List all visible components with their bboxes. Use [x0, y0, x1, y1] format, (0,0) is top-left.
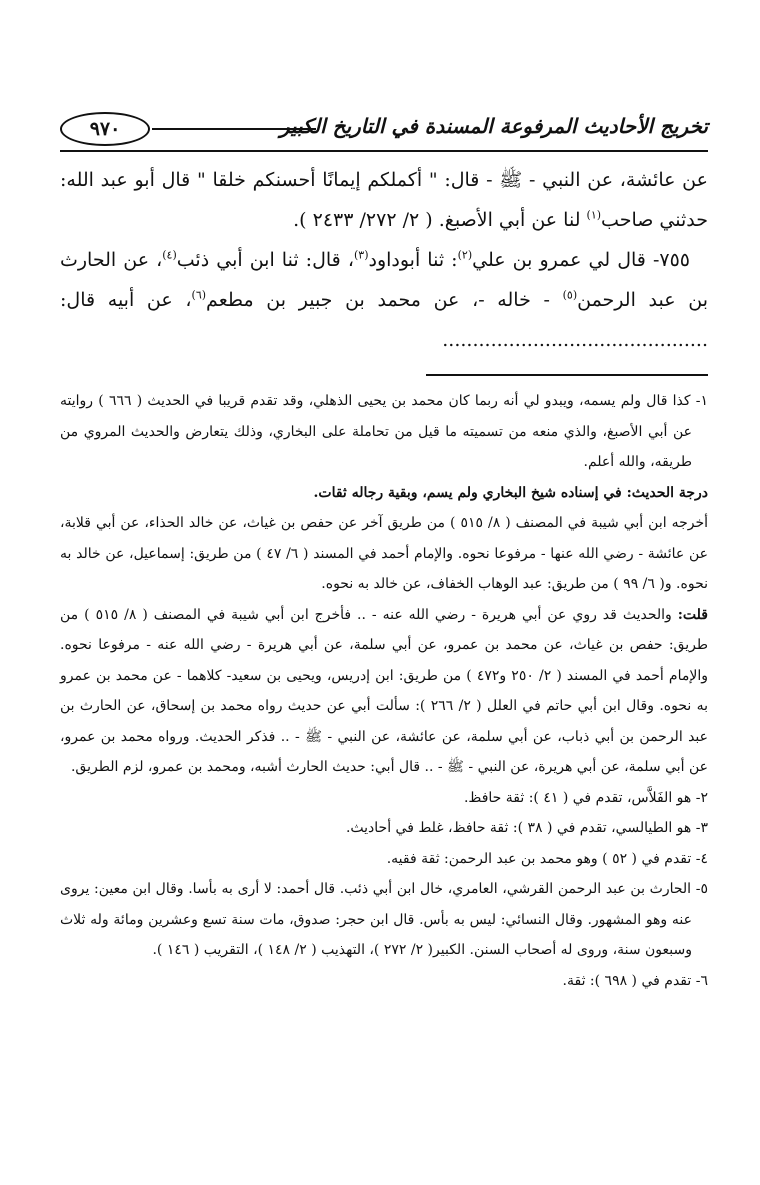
footnote-ref-5[interactable]: (٥)	[562, 288, 578, 302]
footnote-ref-2[interactable]: (٢)	[457, 248, 473, 262]
footnote-ref-3[interactable]: (٣)	[353, 248, 369, 262]
page-number-badge: ٩٧٠	[60, 112, 150, 146]
main-text	[60, 160, 708, 360]
footnote-ref-6[interactable]: (٦)	[191, 288, 207, 302]
footnote-5: ٥- الحارث بن عبد الرحمن القرشي، العامري، خال ابن أبي ذئب. قال أحمد: لا أرى به بأسا. وقال ابن معين: يروى عنه وهو المشهور. وقال النسائي: ليس به بأس. قال ابن حجر: صدوق، مات سنة تسع وعشرين ومائة وله ثلاث وسبعون سنة، وروى له أصحاب السنن. الكبير( ٢/ ٢٧٢ )، التهذيب ( ٢/ ١٤٨ )، التقريب ( ١٤٦ ).	[60, 881, 708, 958]
footnote-divider	[426, 374, 708, 376]
footnote-4: ٤- تقدم في ( ٥٢ ) وهو محمد بن عبد الرحمن: ثقة فقيه.	[386, 850, 708, 867]
book-page	[60, 110, 708, 996]
takhrij-paragraph: أخرجه ابن أبي شيبة في المصنف ( ٨/ ٥١٥ ) من طريق آخر عن حفص بن غياث، عن خالد الحذاء، عن أبي قلابة، عن عائشة - رضي الله عنها - مرفوعا نحوه. والإمام أحمد في المسند ( ٦/ ٤٧ ) من طريق: إسماعيل، عن خالد به نحوه. و( ٦/ ٩٩ ) من طريق: عبد الوهاب الخفاف، عن خالد به نحوه.	[60, 515, 709, 592]
footnote-ref-1[interactable]: (١)	[586, 208, 602, 222]
hadith-755-paragraph: ٧٥٥- قال لي عمرو بن علي$^{(٢)}$: ثنا أبوداود$^{(٣)}$، قال: ثنا ابن أبي ذئب$^{(٤)}$، عن الحارث بن عبد الرحمن$^{(٥)}$ - خاله -، عن محمد بن جبير بن مطعم$^{(٦)}$، عن أبيه قال: ............................................	[60, 248, 708, 351]
footnote-1: ١- كذا قال ولم يسمه، ويبدو لي أنه ربما كان محمد بن يحيى الذهلي، وقد تقدم قريبا في الحديث ( ٦٦٦ ) روايته عن أبي الأصبغ، والذي منعه من تسميته ما قيل من تحاملة على البخاري، وذلك يتعارض والحديث المروي من طريقه، والله أعلم.	[60, 393, 708, 470]
author-comment: قلت: والحديث قد روي عن أبي هريرة - رضي الله عنه - .. فأخرج ابن أبي شيبة في المصنف ( ٨/ ٥١٥ ) من طريق: حفص بن غياث، عن محمد بن عمرو، عن أبي سلمة، عن أبي هريرة - رضي الله عنه - مرفوعا نحوه. والإمام أحمد في المسند ( ٢/ ٢٥٠ و٤٧٢ ) من طريق: ابن إدريس، ويحيى بن سعيد- كلاهما - عن محمد بن عمرو به نحوه. وقال ابن أبي حاتم في العلل ( ٢/ ٢٦٦ ): سألت أبي عن حديث رواه محمد بن إسحاق، عن الحارث بن عبد الرحمن بن أبي ذباب، عن أبي سلمة، عن عائشة، عن النبي - ﷺ - .. فذكر الحديث. ورواه محمد بن عمرو، عن أبي سلمة، عن أبي هريرة، عن النبي - ﷺ - .. قال أبي: حديث الحارث أشبه، ومحمد بن عمرو، لزم الطريق.	[60, 606, 709, 775]
footnote-ref-4[interactable]: (٤)	[162, 248, 177, 262]
footnote-2: ٢- هو الفَلاَّس، تقدم في ( ٤١ ): ثقة حافظ.	[463, 789, 708, 806]
footnote-6: ٦- تقدم في ( ٦٩٨ ): ثقة.	[562, 972, 708, 989]
hadith-grade: درجة الحديث: في إسناده شيخ البخاري ولم يسم، وبقية رجاله ثقات.	[313, 484, 708, 501]
footnote-3: ٣- هو الطيالسي، تقدم في ( ٣٨ ): ثقة حافظ، غلط في أحاديث.	[345, 820, 708, 836]
hadith-text-paragraph: عن عائشة، عن النبي - ﷺ - قال: " أكملكم إيمانًا أحسنكم خلقا " قال أبو عبد الله: حدثني صاحب$^{(١)}$ لنا عن أبي الأصبغ. ( ٢/ ٢٧٢/ ٢٤٣٣ ).	[60, 169, 708, 231]
footnotes	[60, 386, 708, 996]
header-title: تخريج الأحاديث المرفوعة المسندة في التاريخ الكبير	[279, 114, 708, 138]
header-rule	[152, 128, 316, 130]
running-header	[60, 110, 708, 152]
